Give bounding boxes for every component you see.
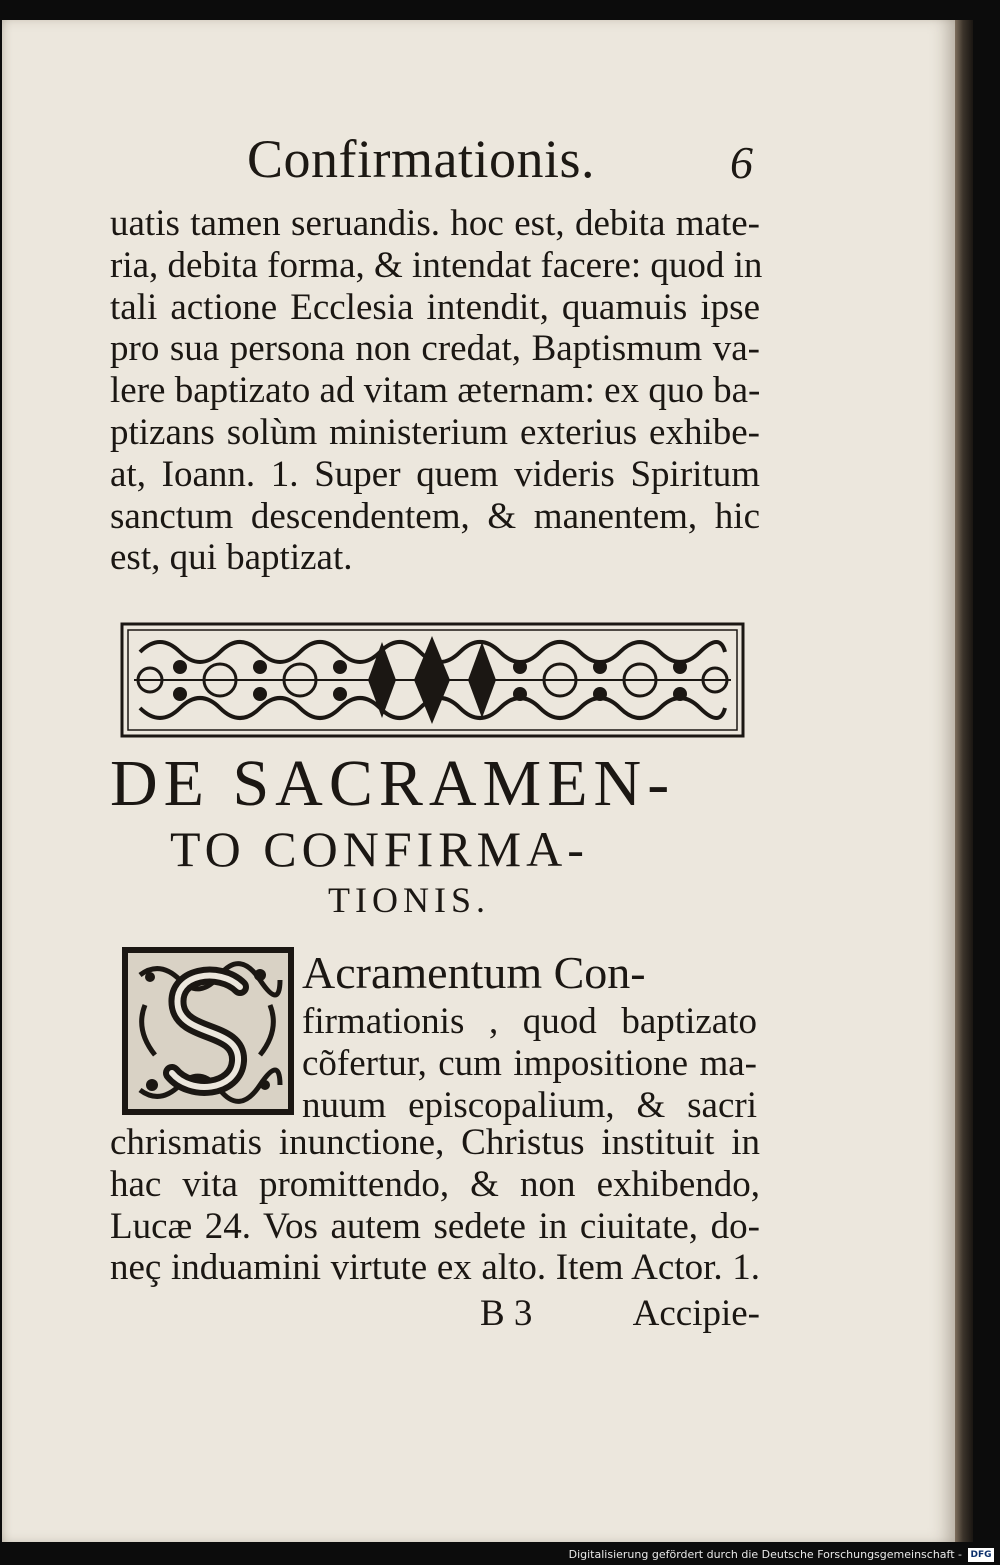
indented-paragraph (302, 945, 757, 1126)
heading-line: DE SACRAMEN- (110, 747, 676, 820)
dfg-logo: DFG (968, 1548, 994, 1562)
text-line: sanctum descendentem, & manentem, hic (110, 495, 760, 537)
catchline (110, 1292, 760, 1336)
funding-credit: Digitalisierung gefördert durch die Deutsche Forschungsgemeinschaft - (568, 1548, 962, 1561)
text-line: ptizans solùm ministerium exterius exhibe- (110, 411, 760, 453)
heading-line: TIONIS. (328, 880, 490, 920)
text-line: firmationis , quod baptizato (302, 1001, 757, 1042)
chapter-heading (110, 748, 770, 922)
text-line: cõfertur, cum impositione ma- (302, 1042, 757, 1084)
text-line: tali actione Ecclesia intendit, quamuis ipse (110, 286, 760, 328)
text-line: est, qui baptizat. (110, 537, 353, 579)
text-line: hac vita promittendo, & non exhibendo, (110, 1163, 760, 1205)
running-head: Confirmationis. (247, 129, 595, 189)
footer-bar (0, 1543, 1000, 1565)
text-line: nuum episcopalium, & sacri (302, 1084, 757, 1126)
page-number: 6 (730, 137, 753, 188)
text-line: at, Ioann. 1. Super quem videris Spiritum (110, 453, 760, 495)
book-page (2, 20, 955, 1542)
woodcut-ornament-band (120, 622, 745, 738)
text-line: Lucæ 24. Vos autem sedete in ciuitate, do- (110, 1205, 760, 1247)
catchword: Accipie- (632, 1293, 760, 1334)
text-line: chrismatis inunctione, Christus instituit in (110, 1122, 760, 1163)
text-line: ria, debita forma, & intendat facere: quod in (110, 244, 763, 286)
text-line: pro sua persona non credat, Baptismum va- (110, 328, 760, 370)
signature-mark: B 3 (480, 1293, 533, 1334)
top-paragraph (110, 203, 763, 579)
text-line: uatis tamen seruandis. hoc est, debita mate- (110, 203, 760, 244)
text-line: lere baptizato ad vitam æternam: ex quo ba- (110, 370, 761, 412)
page-edge-shadow (955, 20, 973, 1542)
heading-line: TO CONFIRMA- (170, 821, 589, 877)
full-paragraph (110, 1122, 760, 1289)
text-line: Acramentum Con- (302, 947, 646, 998)
text-line: neç induamini virtute ex alto. Item Actor. 1. (110, 1247, 760, 1289)
decorated-initial-S (120, 945, 296, 1117)
